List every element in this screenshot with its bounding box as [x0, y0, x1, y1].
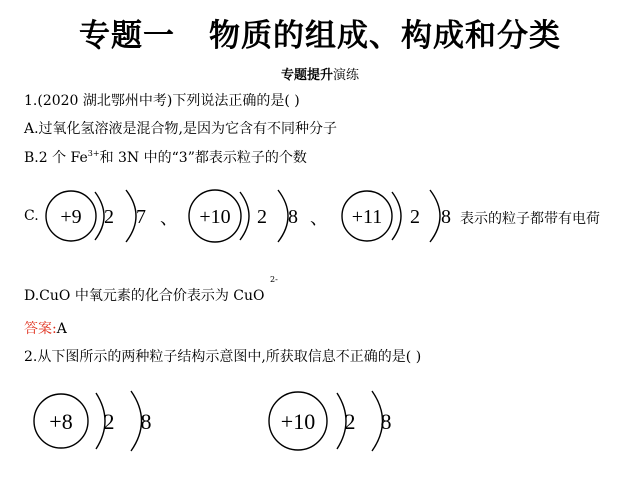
- answer-label: 答案:: [24, 321, 57, 337]
- q1-atom-1-shell-2: 7: [136, 206, 146, 228]
- q2-atom-2-shell-2: 8: [380, 409, 392, 434]
- q1-atom-2-nucleus: +10: [199, 206, 231, 228]
- q1-option-a: A.过氧化氢溶液是混合物,是因为它含有不同种分子: [24, 121, 338, 137]
- q2-stem: 2.从下图所示的两种粒子结构示意图中,所获取信息不正确的是( ): [24, 349, 422, 365]
- q2-atom-2-nucleus: +10: [280, 409, 316, 434]
- q1-option-c-separator-1: 、: [160, 208, 178, 229]
- page-subtitle: [0, 64, 640, 83]
- q1-option-c-tail: 表示的粒子都带有电荷: [460, 211, 600, 227]
- title-part1: 专题一: [79, 18, 175, 54]
- q1-option-b-suffix: 和 3N 中的“3”都表示粒子的个数: [99, 150, 307, 166]
- q2-atom-1-shell-1: 2: [103, 409, 115, 434]
- q1-option-b-superscript: 3+: [87, 149, 100, 158]
- q1-option-d-charge: 2-: [270, 275, 278, 284]
- subtitle-bold: 专题提升: [280, 68, 333, 83]
- q1-answer: [24, 318, 67, 338]
- q2-atom-diagrams: [0, 385, 640, 465]
- q1-atom-2-shell-1: 2: [257, 206, 267, 228]
- q1-atom-3-shell-1: 2: [410, 206, 420, 228]
- title-part2: 物质的组成、构成和分类: [209, 18, 561, 54]
- q1-option-c-label: C.: [24, 208, 39, 224]
- q2-atom-1-nucleus: +8: [49, 409, 73, 434]
- q1-atom-3-nucleus: +11: [351, 206, 383, 228]
- q1-option-d: D.CuO 中氧元素的化合价表示为 CuO: [24, 288, 265, 304]
- q1-atom-1-nucleus: +9: [60, 206, 82, 228]
- q2-atom-2-shell-1: 2: [344, 409, 356, 434]
- q1-stem: 1.(2020 湖北鄂州中考)下列说法正确的是( ): [24, 93, 300, 109]
- answer-value: A: [56, 321, 67, 337]
- q1-atom-2-shell-2: 8: [288, 206, 298, 228]
- q1-option-b-prefix: B.2 个 Fe: [24, 150, 88, 166]
- page-title: [0, 10, 640, 55]
- subtitle-rest: 演练: [333, 68, 360, 83]
- q1-option-b: [24, 147, 307, 167]
- q1-atom-1-shell-1: 2: [104, 206, 114, 228]
- q1-atom-3-shell-2: 8: [441, 206, 451, 228]
- q1-option-c-separator-2: 、: [310, 208, 328, 229]
- q2-atom-1-shell-2: 8: [140, 409, 152, 434]
- q1-atom-diagrams: [0, 180, 640, 260]
